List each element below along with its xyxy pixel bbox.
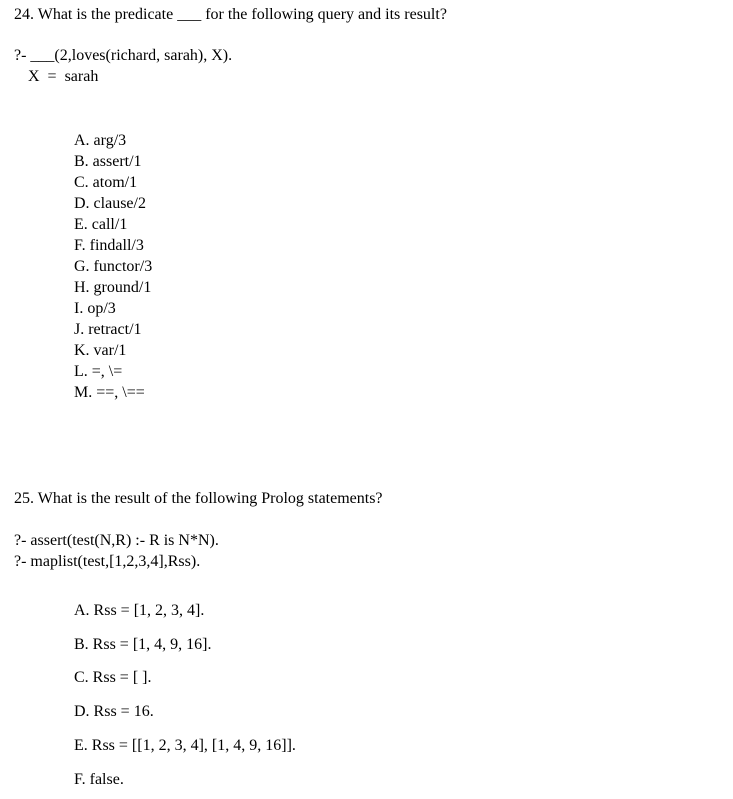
q25-option-b: B. Rss = [1, 4, 9, 16]. <box>74 636 212 653</box>
q24-result: X = sarah <box>28 68 99 85</box>
q24-option-d: D. clause/2 <box>74 195 146 212</box>
q24-option-b: B. assert/1 <box>74 153 142 170</box>
q24-option-i: I. op/3 <box>74 300 116 317</box>
q24-option-m: M. ==, \== <box>74 384 145 401</box>
q24-option-e: E. call/1 <box>74 216 128 233</box>
q24-question: 24. What is the predicate ___ for the following query and its result? <box>14 6 447 23</box>
q24-option-g: G. functor/3 <box>74 258 153 275</box>
q24-option-f: F. findall/3 <box>74 237 144 254</box>
q25-statement-1: ?- assert(test(N,R) :- R is N*N). <box>14 532 219 549</box>
q25-option-d: D. Rss = 16. <box>74 703 154 720</box>
q24-option-h: H. ground/1 <box>74 279 152 296</box>
q25-question: 25. What is the result of the following Prolog statements? <box>14 490 383 507</box>
q25-option-a: A. Rss = [1, 2, 3, 4]. <box>74 602 205 619</box>
q25-statement-2: ?- maplist(test,[1,2,3,4],Rss). <box>14 553 201 570</box>
q25-option-f: F. false. <box>74 771 124 788</box>
q24-query: ?- ___(2,loves(richard, sarah), X). <box>14 47 233 64</box>
q24-option-c: C. atom/1 <box>74 174 138 191</box>
q24-option-l: L. =, \= <box>74 363 123 380</box>
q24-option-k: K. var/1 <box>74 342 127 359</box>
q25-option-c: C. Rss = [ ]. <box>74 669 152 686</box>
q24-option-a: A. arg/3 <box>74 132 127 149</box>
q25-option-e: E. Rss = [[1, 2, 3, 4], [1, 4, 9, 16]]. <box>74 737 296 754</box>
q24-option-j: J. retract/1 <box>74 321 142 338</box>
